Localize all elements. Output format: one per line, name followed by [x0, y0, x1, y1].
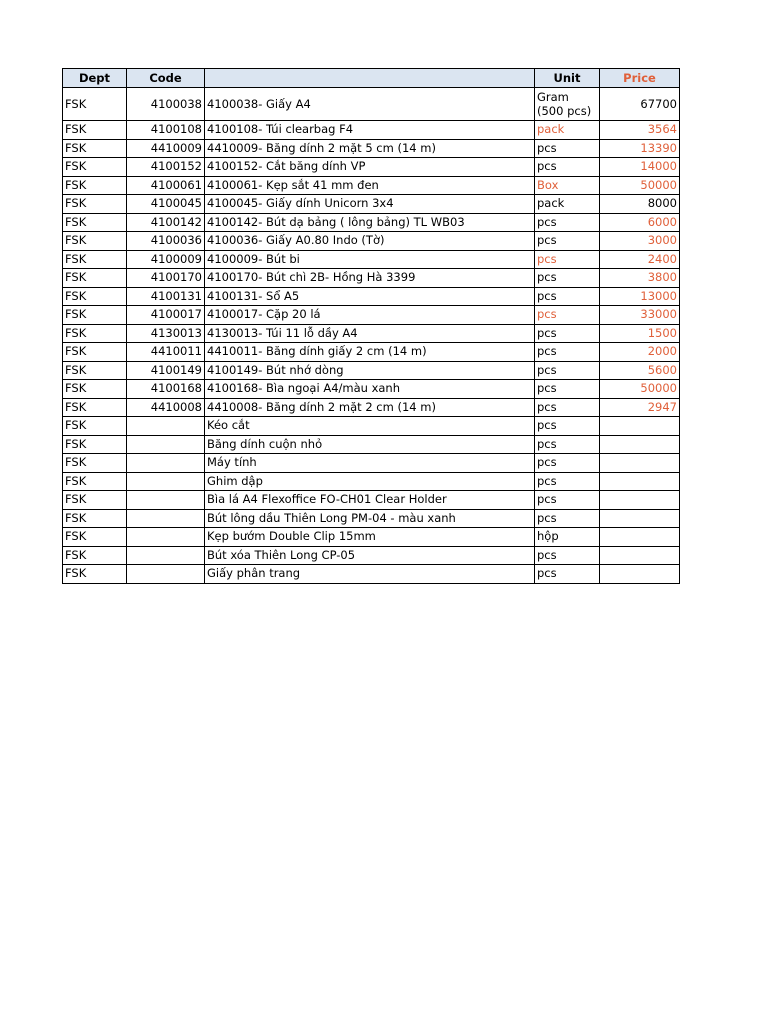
- table-row: [63, 417, 680, 436]
- item-name-cell: 4410011- Băng dính giấy 2 cm (14 m): [205, 343, 535, 362]
- dept-cell: FSK: [63, 528, 127, 547]
- table-row: [63, 528, 680, 547]
- item-name-cell: 4100038- Giấy A4: [205, 88, 535, 121]
- unit-cell: pcs: [535, 324, 600, 343]
- unit-cell: pack: [535, 195, 600, 214]
- table-row: [63, 435, 680, 454]
- code-cell: 4410011: [127, 343, 205, 362]
- unit-cell: pcs: [535, 287, 600, 306]
- dept-cell: FSK: [63, 546, 127, 565]
- dept-cell: FSK: [63, 417, 127, 436]
- price-cell: 33000: [600, 306, 680, 325]
- item-name-cell: 4130013- Túi 11 lỗ dầy A4: [205, 324, 535, 343]
- unit-cell: pcs: [535, 472, 600, 491]
- code-cell: 4100142: [127, 213, 205, 232]
- price-cell: 3800: [600, 269, 680, 288]
- code-cell: 4100045: [127, 195, 205, 214]
- code-cell: 4100108: [127, 121, 205, 140]
- dept-cell: FSK: [63, 361, 127, 380]
- table-row: [63, 472, 680, 491]
- table-row: [63, 565, 680, 584]
- dept-cell: FSK: [63, 306, 127, 325]
- price-header: Price: [600, 69, 680, 88]
- table-row: [63, 380, 680, 399]
- item-name-cell: Máy tính: [205, 454, 535, 473]
- unit-cell: Box: [535, 176, 600, 195]
- code-cell: 4100036: [127, 232, 205, 251]
- table-row: [63, 88, 680, 121]
- code-cell: [127, 454, 205, 473]
- table-row: [63, 195, 680, 214]
- table-row: [63, 250, 680, 269]
- table-row: [63, 361, 680, 380]
- table-row: [63, 232, 680, 251]
- table-header: [63, 69, 680, 88]
- unit-cell: pcs: [535, 269, 600, 288]
- table-row: [63, 343, 680, 362]
- dept-cell: FSK: [63, 565, 127, 584]
- unit-cell: hộp: [535, 528, 600, 547]
- table-row: [63, 398, 680, 417]
- dept-cell: FSK: [63, 121, 127, 140]
- dept-cell: FSK: [63, 269, 127, 288]
- code-cell: [127, 472, 205, 491]
- price-cell: 8000: [600, 195, 680, 214]
- unit-cell: pcs: [535, 343, 600, 362]
- table-row: [63, 491, 680, 510]
- unit-cell: pcs: [535, 491, 600, 510]
- unit-cell: Gram (500 pcs): [535, 88, 600, 121]
- price-cell: 2400: [600, 250, 680, 269]
- dept-cell: FSK: [63, 88, 127, 121]
- item-name-cell: Kéo cắt: [205, 417, 535, 436]
- price-cell: 50000: [600, 176, 680, 195]
- code-cell: [127, 417, 205, 436]
- price-cell: 50000: [600, 380, 680, 399]
- table-row: [63, 287, 680, 306]
- dept-header: Dept: [63, 69, 127, 88]
- item-name-cell: 4100168- Bìa ngoại A4/màu xanh: [205, 380, 535, 399]
- code-cell: 4130013: [127, 324, 205, 343]
- table-row: [63, 324, 680, 343]
- unit-cell: pcs: [535, 546, 600, 565]
- dept-cell: FSK: [63, 195, 127, 214]
- code-cell: 4100017: [127, 306, 205, 325]
- code-cell: 4100170: [127, 269, 205, 288]
- code-cell: 4100149: [127, 361, 205, 380]
- item-name-cell: Băng dính cuộn nhỏ: [205, 435, 535, 454]
- price-cell: [600, 417, 680, 436]
- item-name-cell: 4100149- Bút nhớ dòng: [205, 361, 535, 380]
- code-cell: [127, 565, 205, 584]
- unit-header: Unit: [535, 69, 600, 88]
- item-name-cell: Bút lông dầu Thiên Long PM-04 - màu xanh: [205, 509, 535, 528]
- unit-cell: pcs: [535, 306, 600, 325]
- item-name-cell: 4100170- Bút chì 2B- Hồng Hà 3399: [205, 269, 535, 288]
- header-row: [63, 69, 680, 88]
- price-cell: 3564: [600, 121, 680, 140]
- item-name-cell: 4100036- Giấy A0.80 Indo (Tờ): [205, 232, 535, 251]
- table-row: [63, 213, 680, 232]
- code-cell: 4100152: [127, 158, 205, 177]
- table-row: [63, 139, 680, 158]
- dept-cell: FSK: [63, 213, 127, 232]
- code-cell: 4410008: [127, 398, 205, 417]
- item-name-cell: Bút xóa Thiên Long CP-05: [205, 546, 535, 565]
- table-row: [63, 509, 680, 528]
- item-name-cell: 4410008- Băng dính 2 mặt 2 cm (14 m): [205, 398, 535, 417]
- table-row: [63, 546, 680, 565]
- price-cell: 14000: [600, 158, 680, 177]
- unit-cell: pack: [535, 121, 600, 140]
- price-cell: 13000: [600, 287, 680, 306]
- unit-cell: pcs: [535, 139, 600, 158]
- price-cell: [600, 435, 680, 454]
- dept-cell: FSK: [63, 158, 127, 177]
- price-list-table: [62, 68, 680, 584]
- unit-cell: pcs: [535, 361, 600, 380]
- price-cell: [600, 509, 680, 528]
- item-name-cell: 4100061- Kẹp sắt 41 mm đen: [205, 176, 535, 195]
- price-cell: 1500: [600, 324, 680, 343]
- code-cell: 4100131: [127, 287, 205, 306]
- item-name-cell: 4100152- Cắt băng dính VP: [205, 158, 535, 177]
- unit-cell: pcs: [535, 565, 600, 584]
- dept-cell: FSK: [63, 287, 127, 306]
- unit-cell: pcs: [535, 454, 600, 473]
- dept-cell: FSK: [63, 491, 127, 510]
- code-header: Code: [127, 69, 205, 88]
- unit-cell: pcs: [535, 417, 600, 436]
- dept-cell: FSK: [63, 139, 127, 158]
- code-cell: [127, 509, 205, 528]
- table-row: [63, 121, 680, 140]
- dept-cell: FSK: [63, 454, 127, 473]
- table-row: [63, 269, 680, 288]
- price-cell: 2947: [600, 398, 680, 417]
- price-cell: 6000: [600, 213, 680, 232]
- price-cell: 13390: [600, 139, 680, 158]
- price-cell: [600, 546, 680, 565]
- price-cell: [600, 454, 680, 473]
- price-cell: 5600: [600, 361, 680, 380]
- item-name-cell: 4410009- Băng dính 2 mặt 5 cm (14 m): [205, 139, 535, 158]
- table-row: [63, 176, 680, 195]
- price-cell: [600, 472, 680, 491]
- dept-cell: FSK: [63, 509, 127, 528]
- item-name-cell: 4100017- Cặp 20 lá: [205, 306, 535, 325]
- dept-cell: FSK: [63, 472, 127, 491]
- item-name-cell: 4100045- Giấy dính Unicorn 3x4: [205, 195, 535, 214]
- table-row: [63, 306, 680, 325]
- dept-cell: FSK: [63, 232, 127, 251]
- price-cell: 67700: [600, 88, 680, 121]
- dept-cell: FSK: [63, 250, 127, 269]
- code-cell: [127, 435, 205, 454]
- code-cell: 4100038: [127, 88, 205, 121]
- dept-cell: FSK: [63, 324, 127, 343]
- unit-cell: pcs: [535, 435, 600, 454]
- price-cell: 2000: [600, 343, 680, 362]
- table-row: [63, 158, 680, 177]
- unit-cell: pcs: [535, 250, 600, 269]
- item-name-cell: Giấy phân trang: [205, 565, 535, 584]
- dept-cell: FSK: [63, 343, 127, 362]
- code-cell: [127, 528, 205, 547]
- dept-cell: FSK: [63, 176, 127, 195]
- code-cell: 4100009: [127, 250, 205, 269]
- unit-cell: pcs: [535, 232, 600, 251]
- price-cell: [600, 491, 680, 510]
- price-cell: 3000: [600, 232, 680, 251]
- unit-cell: pcs: [535, 398, 600, 417]
- name-header: [205, 69, 535, 88]
- item-name-cell: 4100009- Bút bi: [205, 250, 535, 269]
- unit-cell: pcs: [535, 158, 600, 177]
- price-cell: [600, 565, 680, 584]
- item-name-cell: Bìa lá A4 Flexoffice FO-CH01 Clear Holder: [205, 491, 535, 510]
- code-cell: [127, 546, 205, 565]
- item-name-cell: 4100131- Sổ A5: [205, 287, 535, 306]
- unit-cell: pcs: [535, 380, 600, 399]
- item-name-cell: Ghim dập: [205, 472, 535, 491]
- unit-cell: pcs: [535, 213, 600, 232]
- code-cell: 4410009: [127, 139, 205, 158]
- item-name-cell: 4100142- Bút dạ bảng ( lông bảng) TL WB03: [205, 213, 535, 232]
- table-row: [63, 454, 680, 473]
- item-name-cell: 4100108- Túi clearbag F4: [205, 121, 535, 140]
- dept-cell: FSK: [63, 380, 127, 399]
- price-cell: [600, 528, 680, 547]
- unit-cell: pcs: [535, 509, 600, 528]
- table-body: [63, 88, 680, 584]
- dept-cell: FSK: [63, 435, 127, 454]
- code-cell: 4100061: [127, 176, 205, 195]
- dept-cell: FSK: [63, 398, 127, 417]
- code-cell: 4100168: [127, 380, 205, 399]
- code-cell: [127, 491, 205, 510]
- item-name-cell: Kẹp bướm Double Clip 15mm: [205, 528, 535, 547]
